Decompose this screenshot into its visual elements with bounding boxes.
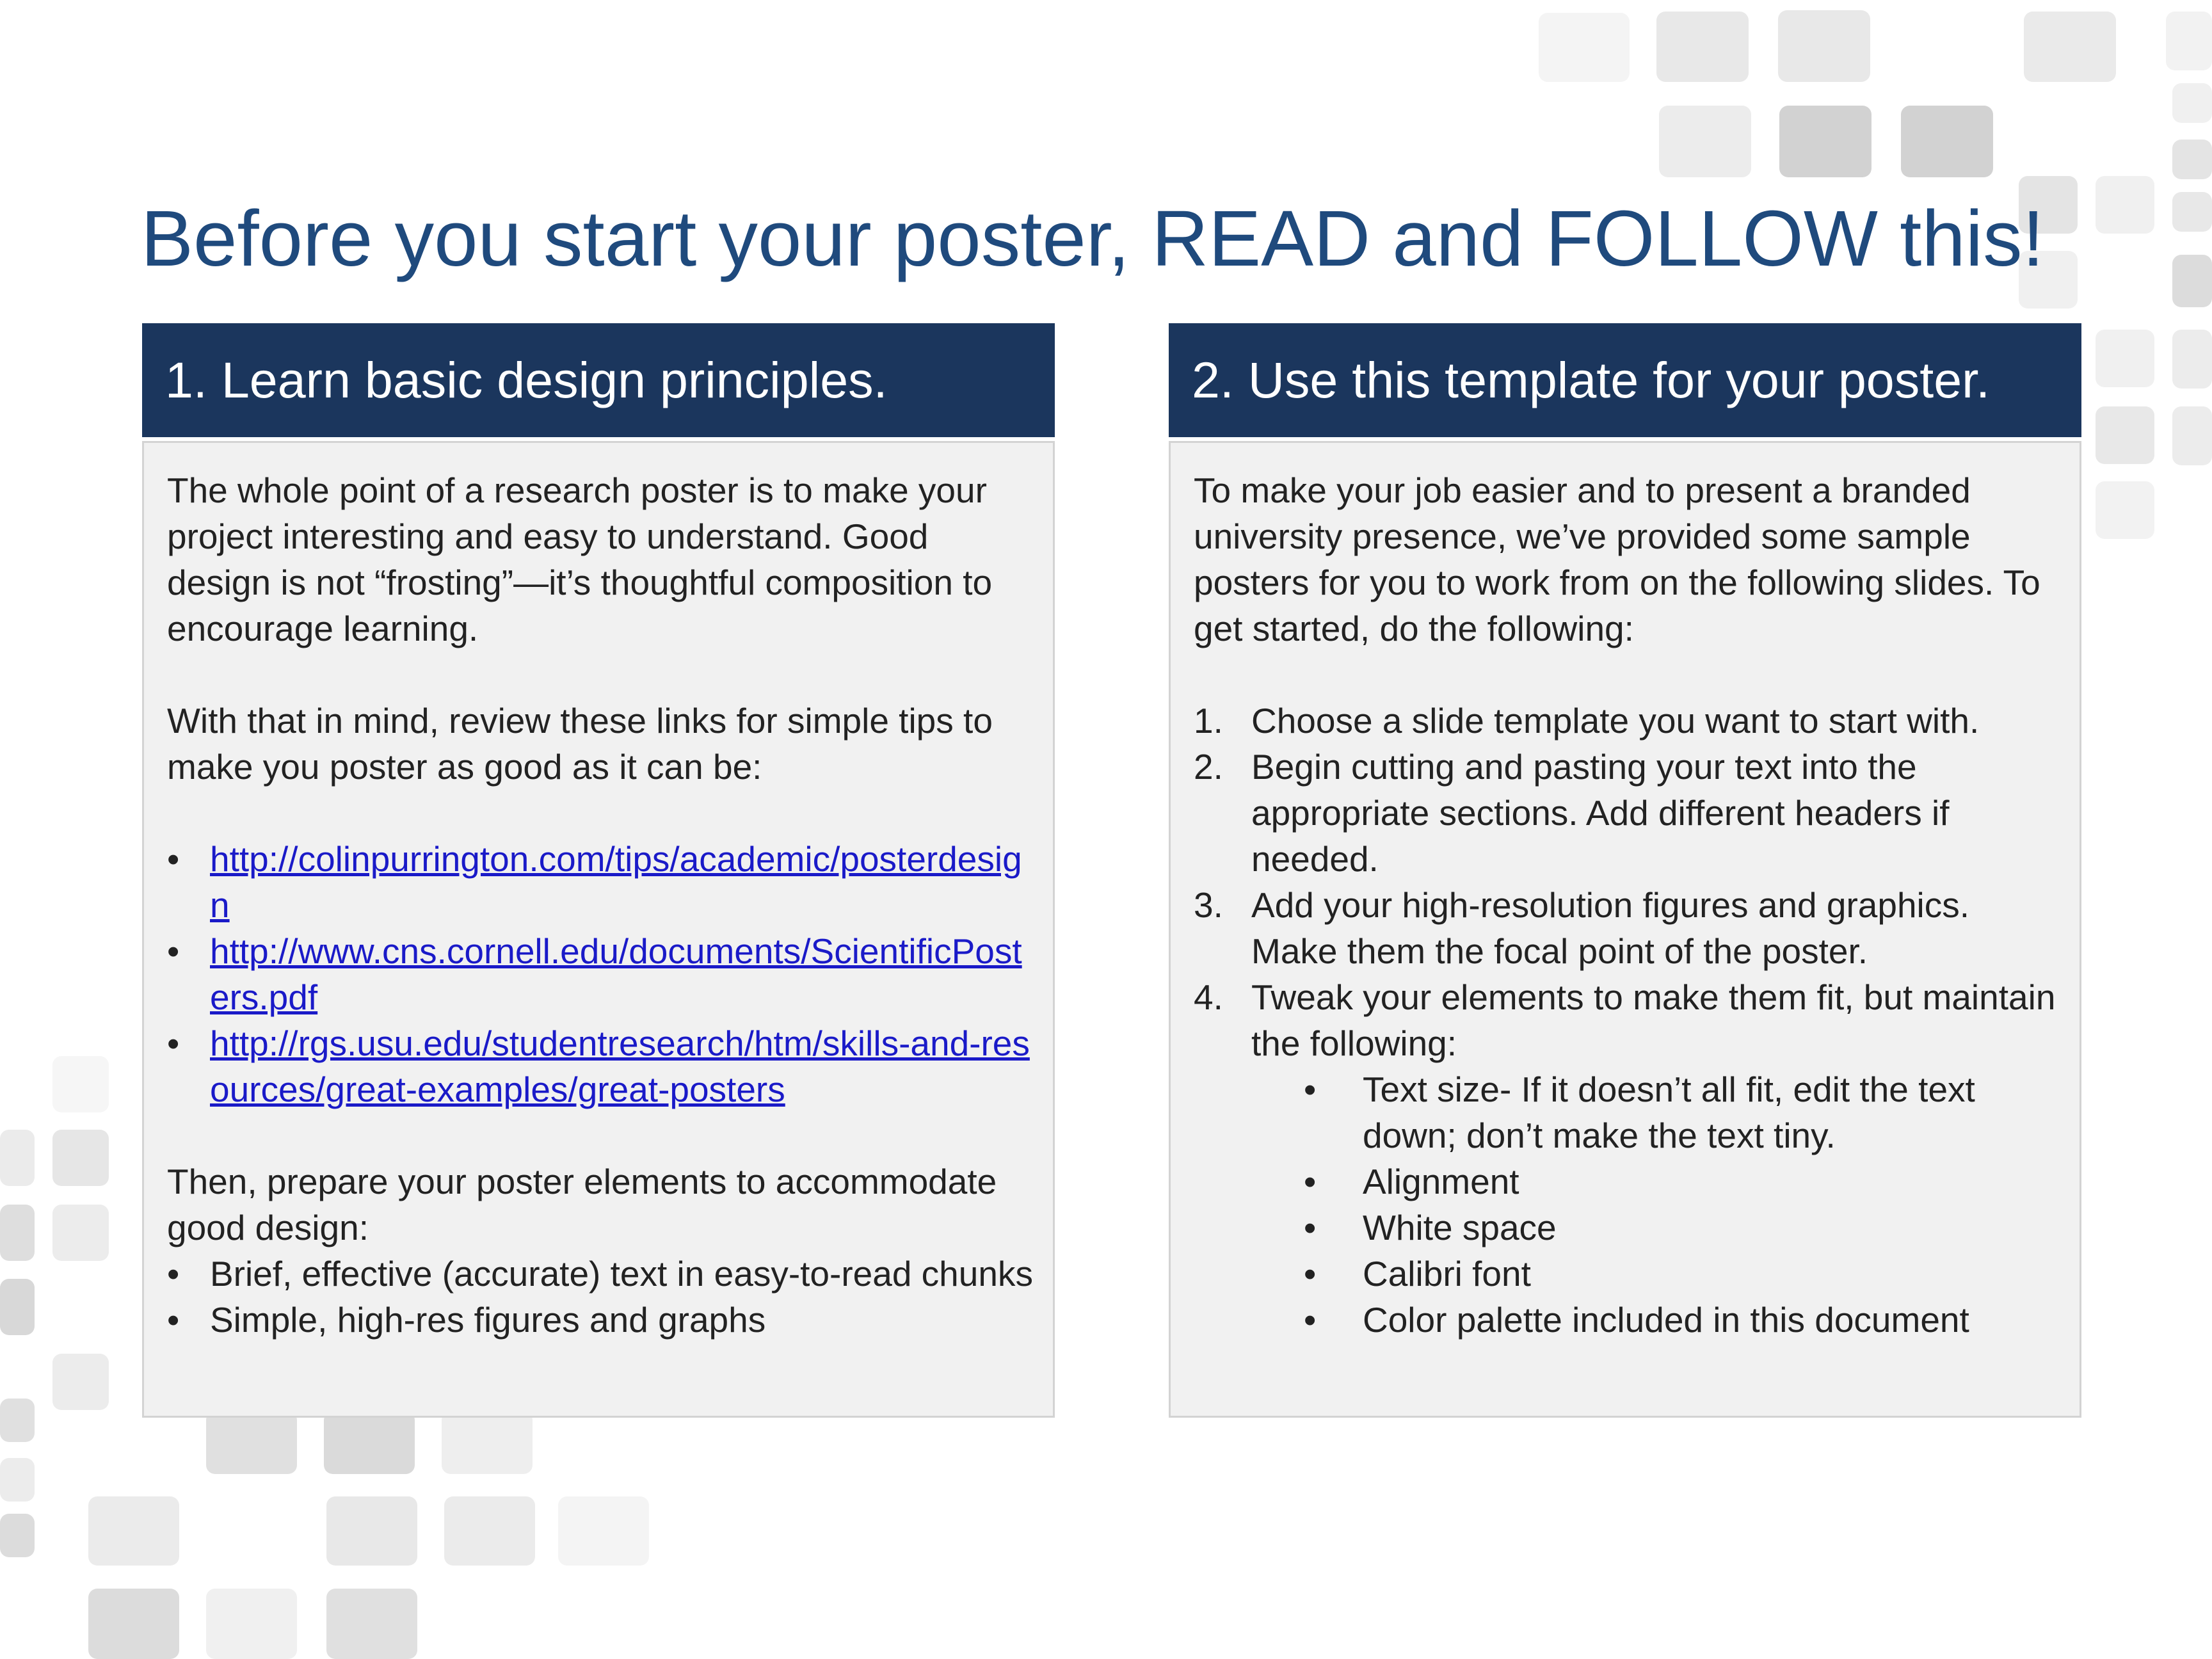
step-text: Add your high-resolution figures and graphics. Make them the focal point of the poster. bbox=[1251, 885, 1970, 971]
list-item bbox=[1194, 744, 2060, 882]
links-list bbox=[167, 836, 1034, 1112]
maintain-list bbox=[1251, 1066, 2060, 1343]
prepare-list bbox=[167, 1251, 1034, 1343]
step-text: Choose a slide template you want to start with. bbox=[1251, 701, 1980, 741]
steps-list bbox=[1194, 698, 2060, 1343]
step-number: 3. bbox=[1194, 885, 1223, 925]
list-item: • White space bbox=[1304, 1205, 2060, 1251]
list-item: • Text size- If it doesn’t all fit, edit the text down; don’t make the text tiny. bbox=[1304, 1066, 2060, 1158]
colinpurrington-link[interactable]: http://colinpurrington.com/tips/academic/posterdesign bbox=[210, 839, 1022, 925]
panel-header: 2. Use this template for your poster. bbox=[1169, 323, 2081, 437]
prepare-intro-paragraph: Then, prepare your poster elements to accommodate good design: bbox=[167, 1162, 997, 1247]
intro-paragraph: To make your job easier and to present a branded university presence, we’ve provided some sample posters for you to work from on the following slides. To get started, do the following: bbox=[1194, 470, 2040, 648]
list-item bbox=[167, 928, 1034, 1020]
panel-body bbox=[1169, 441, 2081, 1418]
list-item bbox=[167, 836, 1034, 928]
step-number: 1. bbox=[1194, 701, 1223, 741]
step-number: 4. bbox=[1194, 977, 1223, 1017]
panel-body bbox=[142, 441, 1055, 1418]
list-item bbox=[1194, 974, 2060, 1343]
list-item: • Simple, high-res figures and graphs bbox=[167, 1297, 1034, 1343]
step-text: Tweak your elements to make them fit, but maintain the following: bbox=[1251, 977, 2056, 1063]
template-panel bbox=[1169, 323, 2081, 1418]
cornell-link[interactable]: http://www.cns.cornell.edu/documents/ScientificPosters.pdf bbox=[210, 931, 1022, 1017]
step-text: Begin cutting and pasting your text into the appropriate sections. Add different headers if needed. bbox=[1251, 747, 1950, 879]
list-item bbox=[167, 1020, 1034, 1112]
list-item bbox=[1194, 698, 2060, 744]
intro-paragraph: The whole point of a research poster is to make your project interesting and easy to understand. Good design is not “frosting”—it’s thoughtful composition to encourage learning. bbox=[167, 470, 993, 648]
design-principles-panel bbox=[142, 323, 1055, 1418]
list-item: • Brief, effective (accurate) text in easy-to-read chunks bbox=[167, 1251, 1034, 1297]
slide-title: Before you start your poster, READ and FOLLOW this! bbox=[141, 195, 2044, 283]
list-item: • Color palette included in this document bbox=[1304, 1297, 2060, 1343]
list-item: • Alignment bbox=[1304, 1158, 2060, 1205]
panel-header: 1. Learn basic design principles. bbox=[142, 323, 1055, 437]
list-item: • Calibri font bbox=[1304, 1251, 2060, 1297]
list-item bbox=[1194, 882, 2060, 974]
links-intro-paragraph: With that in mind, review these links for simple tips to make you poster as good as it can be: bbox=[167, 701, 993, 787]
usu-link[interactable]: http://rgs.usu.edu/studentresearch/htm/skills-and-resources/great-examples/great-posters bbox=[210, 1023, 1030, 1109]
step-number: 2. bbox=[1194, 747, 1223, 787]
